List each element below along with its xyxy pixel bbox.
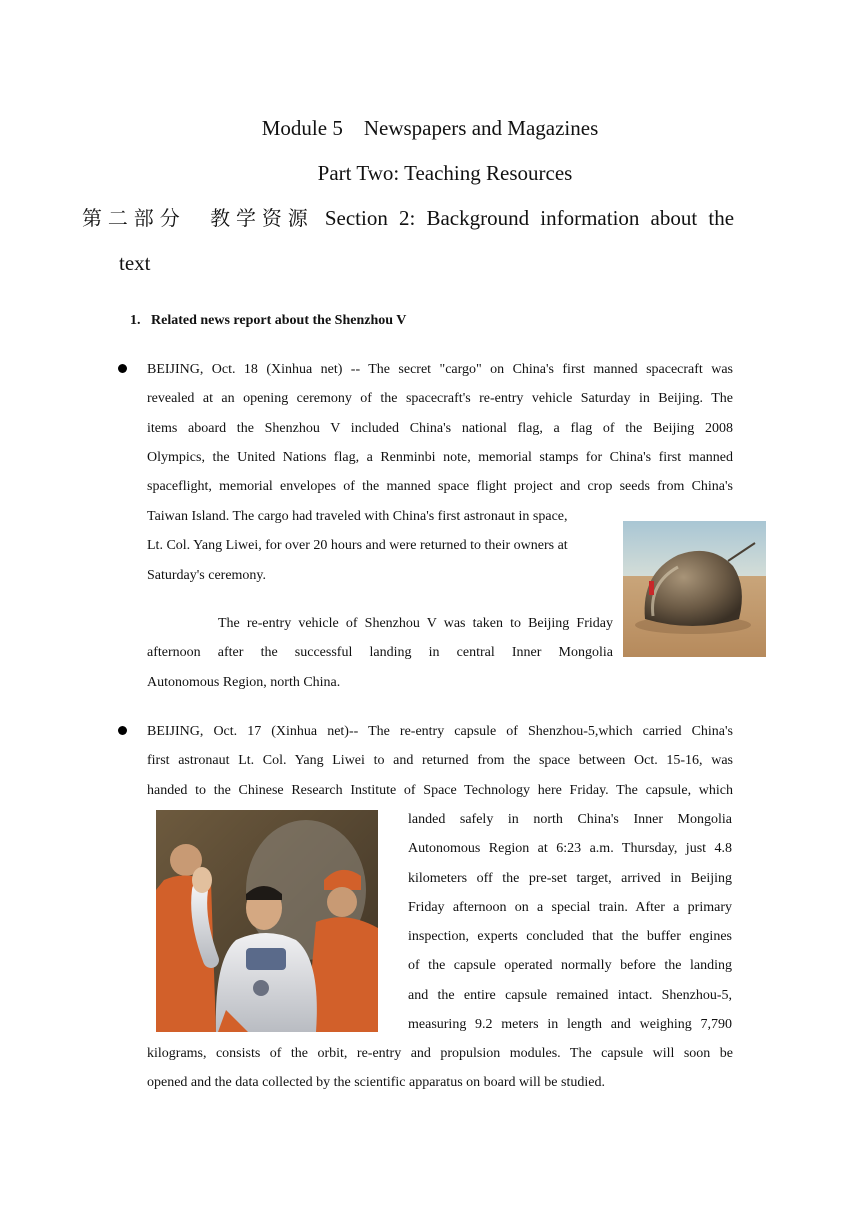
bullet-icon	[118, 726, 127, 735]
section-heading-en: Section 2: Background information about the	[324, 206, 735, 230]
report2-line: Friday afternoon on a special train. After a primary	[408, 899, 732, 915]
report2-line: opened and the data collected by the scientific apparatus on board will be studied.	[147, 1075, 605, 1091]
report1-line: Taiwan Island. The cargo had traveled with China's first astronaut in space,	[147, 509, 568, 524]
module-title: Module 5 Newspapers and Magazines	[261, 116, 599, 140]
astronaut-photo	[156, 810, 378, 1032]
report1-paragraph-wrap	[147, 502, 613, 590]
report2-line: of the capsule operated normally before the landing	[408, 958, 732, 974]
report1-line: Saturday's ceremony.	[147, 567, 267, 583]
section-heading-cjk: 第二部分 教学资源	[82, 206, 314, 230]
report2-line: and the entire capsule remained intact. Shenzhou-5,	[408, 987, 732, 1003]
report2-line: BEIJING, Oct. 17 (Xinhua net)-- The re-entry capsule of Shenzhou-5,which carried China's	[147, 724, 733, 739]
capsule-photo	[623, 521, 766, 657]
report1-line: Olympics, the United Nations flag, a Renminbi note, memorial stamps for China's first manned	[147, 449, 733, 465]
report2-paragraph-end	[147, 1039, 733, 1098]
section-heading	[82, 206, 734, 230]
report1-second-paragraph	[147, 609, 613, 697]
report2-line: Autonomous Region at 6:23 a.m. Thursday, just 4.8	[408, 841, 732, 857]
report1-line: revealed at an opening ceremony of the spacecraft's re-entry vehicle Saturday in Beijing. The	[147, 391, 733, 407]
report1-line: spaceflight, memorial envelopes of the manned space flight project and crop seeds from China's	[147, 479, 733, 495]
report2-line: kilometers off the pre-set target, arrived in Beijing	[408, 870, 732, 886]
report1-line: The re-entry vehicle of Shenzhou V was taken to Beijing Friday	[147, 616, 613, 631]
report1-line: items aboard the Shenzhou V included China's national flag, a flag of the Beijing 2008	[147, 420, 733, 436]
section-heading-continued: text	[119, 251, 151, 275]
part-title: Part Two: Teaching Resources	[317, 161, 573, 185]
report2-paragraph	[147, 717, 733, 805]
report1-line: afternoon after the successful landing in central Inner Mongolia	[147, 645, 613, 661]
report1-line: Autonomous Region, north China.	[147, 674, 341, 690]
report1-line: Lt. Col. Yang Liwei, for over 20 hours and were returned to their owners at	[147, 538, 568, 554]
report1-paragraph	[147, 355, 733, 501]
report2-line: landed safely in north China's Inner Mongolia	[408, 812, 732, 827]
report2-paragraph-wrap	[408, 805, 732, 1039]
subheading: 1. Related news report about the Shenzhou V	[130, 313, 407, 328]
report1-line: BEIJING, Oct. 18 (Xinhua net) -- The secret "cargo" on China's first manned spacecraft was	[147, 362, 733, 377]
report2-line: kilograms, consists of the orbit, re-entry and propulsion modules. The capsule will soon be	[147, 1046, 733, 1061]
report2-line: first astronaut Lt. Col. Yang Liwei to and returned from the space between Oct. 15-16, was	[147, 753, 733, 769]
report2-line: handed to the Chinese Research Institute of Space Technology here Friday. The capsule, which	[147, 782, 733, 798]
report2-line: measuring 9.2 meters in length and weighing 7,790	[408, 1017, 732, 1033]
report2-line: inspection, experts concluded that the buffer engines	[408, 929, 732, 945]
bullet-icon	[118, 364, 127, 373]
